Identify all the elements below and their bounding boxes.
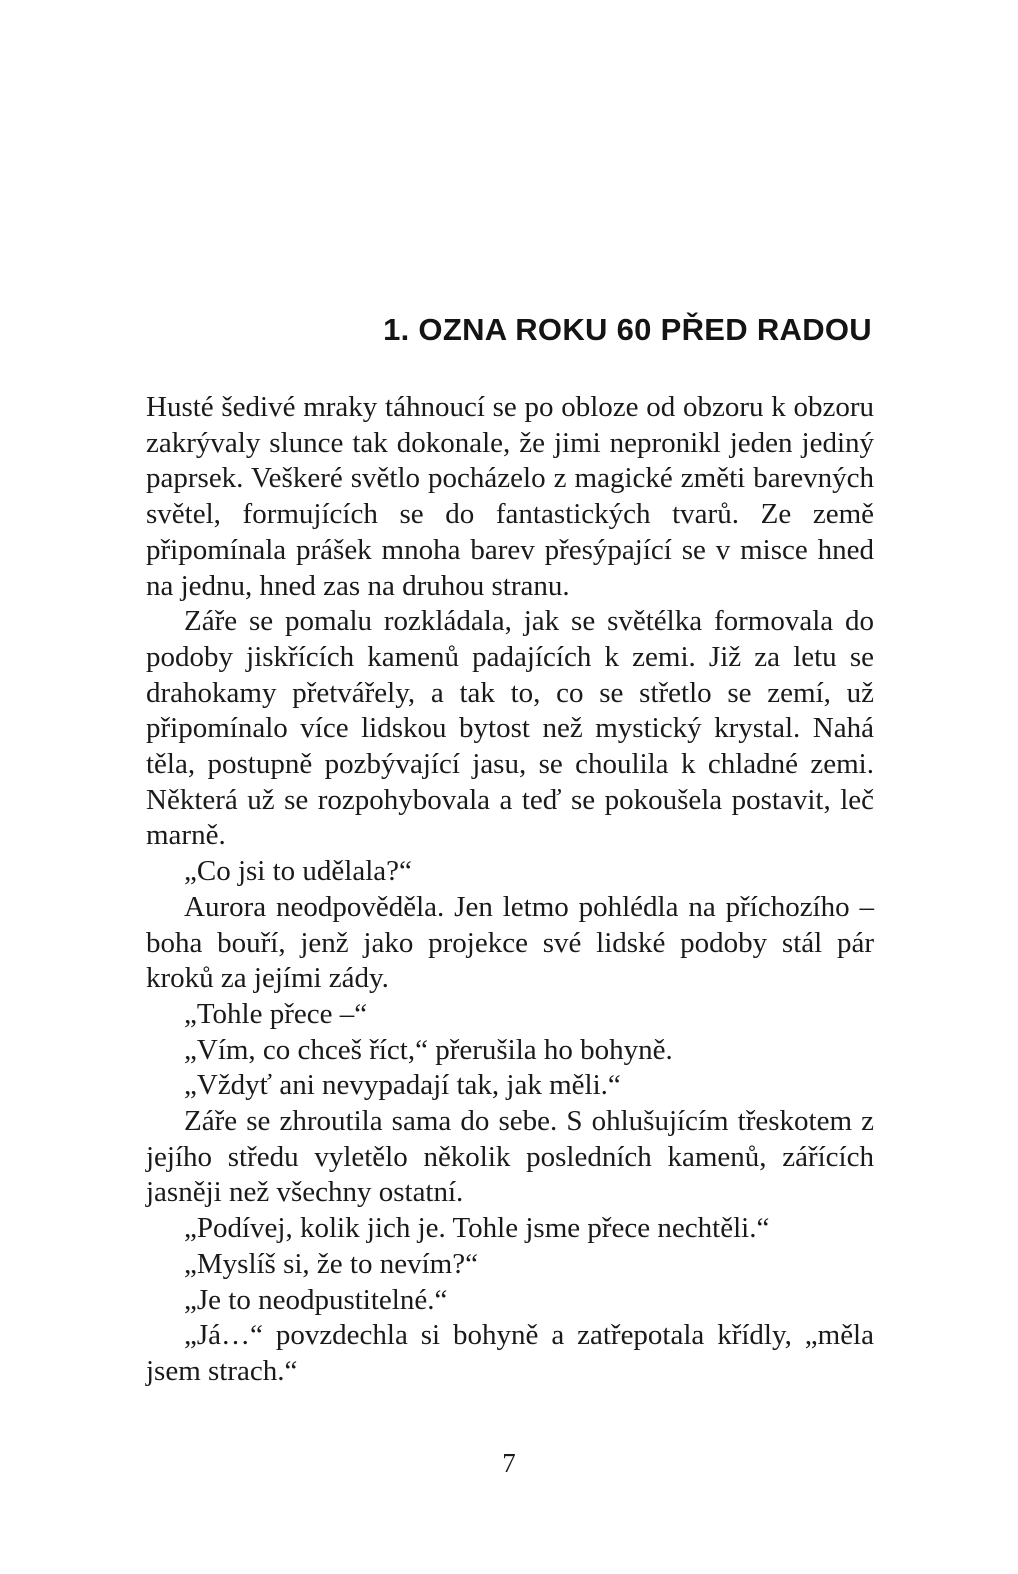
dialogue-line: „Vždyť ani nevypadají tak, jak měli.“	[184, 1069, 621, 1102]
dialogue-line: „Vím, co chceš říct,“ přerušila ho bohyně.	[184, 1033, 673, 1066]
dialogue-line: „Podívej, kolik jich je. Tohle jsme přece nechtěli.“	[184, 1212, 770, 1245]
paragraph: Záře se pomalu rozkládala, jak se světélka formovala do podoby jiskřících kamenů padajících k zemi. Již za letu se drahokamy přetvářely, a tak to, co se střetlo se zemí, už připomínalo více lidskou bytost než mystický krystal. Nahá těla, postupně pozbývající jasu, se choulila k chladné zemi. Některá už se rozpohybovala a teď se pokoušela postavit, leč marně.	[146, 605, 874, 852]
dialogue-line: „Myslíš si, že to nevím?“	[184, 1247, 478, 1280]
paragraph: Aurora neodpověděla. Jen letmo pohlédla na příchozího – boha bouří, jenž jako projekce své lidské podoby stál pár kroků za jejími zády.	[146, 890, 874, 995]
dialogue-line: „Tohle přece –“	[184, 997, 368, 1030]
chapter-title: 1. OZNA ROKU 60 PŘED RADOU	[383, 312, 872, 347]
dialogue-line: „Já…“ povzdechla si bohyně a zatřepotala křídly, „měla jsem strach.“	[146, 1319, 874, 1387]
dialogue-line: „Co jsi to udělala?“	[184, 855, 412, 888]
chapter-body	[146, 390, 874, 1390]
paragraph: Záře se zhroutila sama do sebe. S ohlušujícím třeskotem z jejího středu vyletělo několik posledních kamenů, zářících jasněji než všechny ostatní.	[146, 1105, 874, 1209]
paragraph: Husté šedivé mraky táhnoucí se po obloze od obzoru k obzoru zakrývaly slunce tak dokonale, že jimi nepronikl jeden jediný paprsek. Veškeré světlo pocházelo z magické změti barevných světel, formujících se do fantastických tvarů. Ze země připomínala prášek mnoha barev přesýpající se v misce hned na jednu, hned zas na druhou stranu.	[146, 391, 874, 602]
dialogue-line: „Je to neodpustitelné.“	[184, 1283, 448, 1316]
page-number: 7	[502, 1448, 516, 1478]
